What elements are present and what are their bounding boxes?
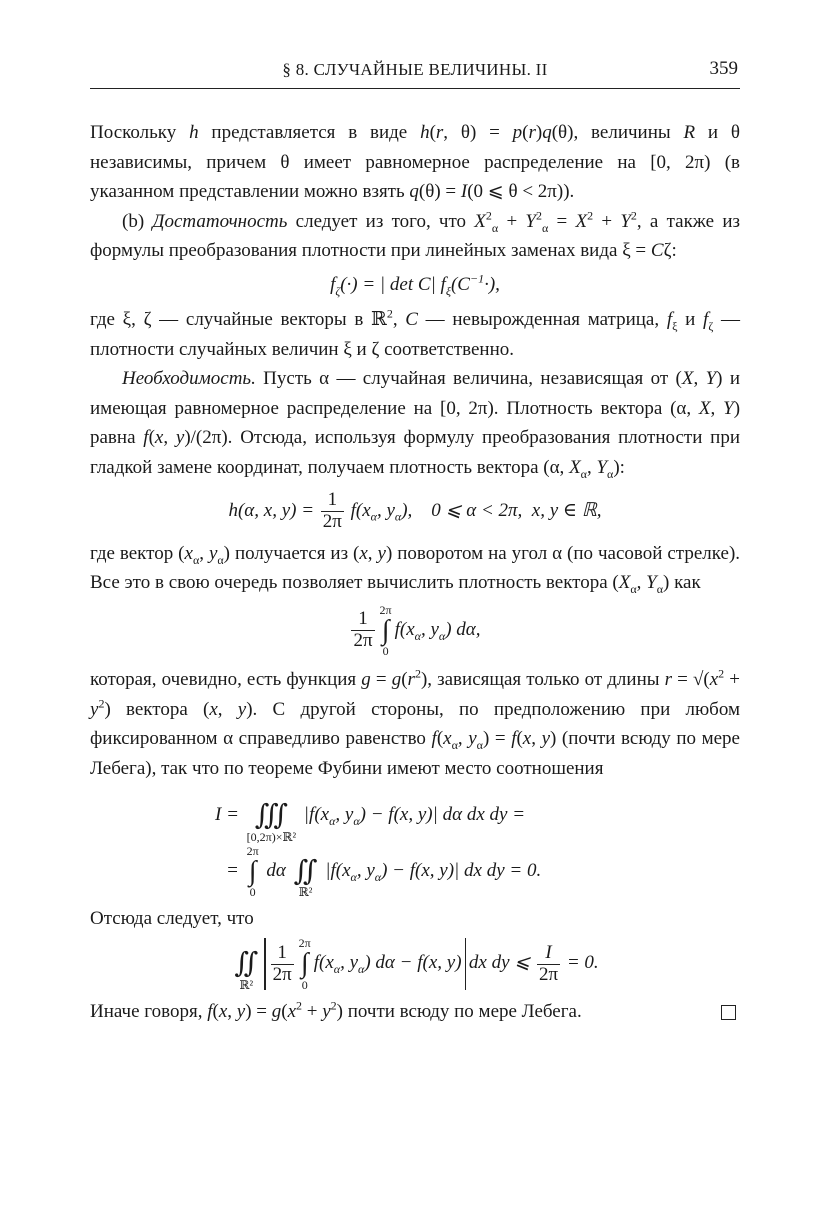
page-number: 359 — [709, 58, 738, 79]
paragraph-7: Отсюда следует, что — [90, 907, 254, 929]
main-text — [90, 118, 740, 1026]
formula-conclusion: ∬ ℝ² $\frac{1}{2\pi}$ 2π ∫ 0 $f(x_\alpha$, $y_\alpha$) dα − f(x, y) dx dy ⩽ $\frac{I}{2\pi}$ = 0. — [234, 936, 599, 992]
paragraph-1: Поскольку h представляется в виде h(r, θ) = p(r)q(θ), величины R и θ независимы, причем θ имеет равномерное распределение на [0, 2π) (в указанном представлении можно взять q(θ) = I(0 ⩽ θ < 2π)). — [90, 122, 740, 202]
paragraph-4: Необходимость. Пусть α — случайная величина, независящая от (X, Y) и имеющая равномерное распределение на [0, 2π). Плотность вектора (α, X, Y) равна f(x, y)/(2π). Отсюда, используя формулу преобразования плотности при гладкой замене координат, получаем плотность вектора (α, $X_\alpha$, $Y_\alpha$): — [90, 368, 741, 481]
paragraph-3: где ξ, ζ — случайные векторы в ℝ$^2$, C — невырожденная матрица, $f_\xi$ и $f_\zeta$ — плотности случайных величин ξ и ζ соответственно. — [90, 306, 741, 360]
header-title: § 8. СЛУЧАЙНЫЕ ВЕЛИЧИНЫ. II — [282, 60, 548, 79]
qed-square-icon — [721, 1005, 736, 1020]
formula-density-linear: $f_\zeta(\cdot)$ = | det C| $f_\xi(C^{-1}\cdot)$, — [330, 271, 500, 298]
formula-density-h: h(α, x, y) = $\frac{1}{2\pi}$ $f(x_\alpha$, $y_\alpha$), 0 ⩽ α < 2π, x, y ∈ ℝ, — [228, 489, 602, 532]
formula-fubini-line-2: = 2π ∫ 0 dα ∬ ℝ² $|f(x_\alpha$, $y_\alpha) - f(x$, y)| dx dy = 0. — [226, 843, 542, 899]
running-header — [90, 58, 740, 89]
formula-fubini-line-1: I = ∭ [0,2π)×ℝ² $|f(x_\alpha$, $y_\alpha) - f(x$, y)| dα dx dy = — [215, 800, 526, 844]
paragraph-8: Иначе говоря, f(x, $y) = g(x^2 + y^2)$ почти всюду по мере Лебега. — [90, 997, 740, 1027]
book-page — [90, 58, 741, 1022]
paragraph-2: (b) Достаточность следует из того, что $X^2_\alpha + Y^2_\alpha = X^2 + Y^2$, а также из формулы преобразования плотности при линейных заменах вида ξ = Cζ: — [90, 208, 741, 261]
paragraph-5: где вектор ($x_\alpha$, $y_\alpha$) получается из (x, y) поворотом на угол α (по часовой стрелке). Все это в свою очередь позволяет вычислить плотность вектора ($X_\alpha$, $Y_\alpha$) как — [90, 542, 741, 597]
paragraph-6: которая, очевидно, есть функция $g = g(r^2)$, зависящая только от длины $r = √(x^2 + y^2)$ вектора (x, y). С другой стороны, по предположению при любом фиксированном α справедливо равенство $f(x_\alpha$, $y_\alpha) = f(x$, y) (почти всюду по мере Лебега), так что по теореме Фубини имеют место соотношения — [90, 666, 741, 779]
formula-average-integral: $\frac{1}{2\pi}$ 2π ∫ 0 $f(x_\alpha$, $y_\alpha$) dα, — [353, 602, 481, 659]
